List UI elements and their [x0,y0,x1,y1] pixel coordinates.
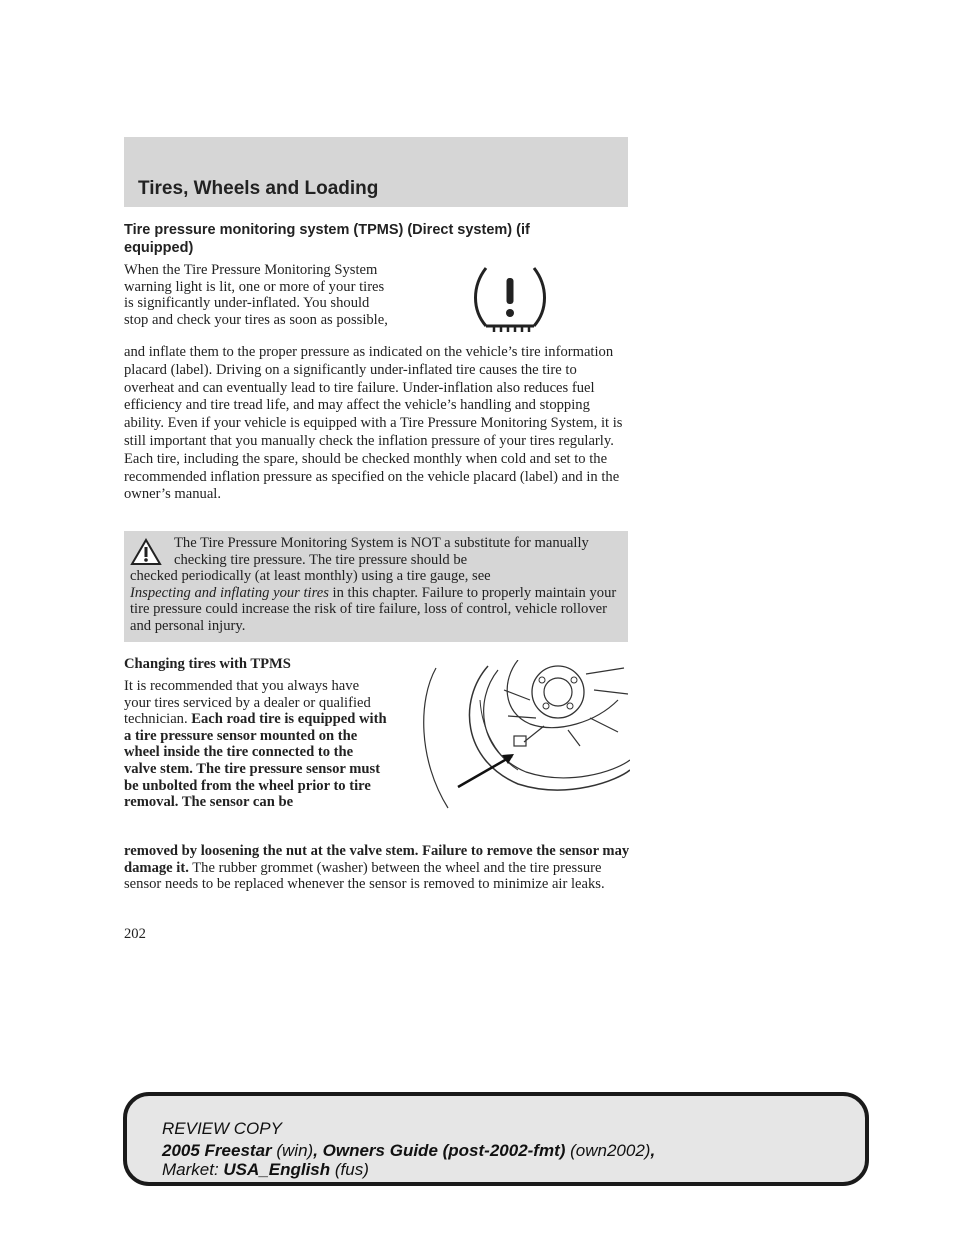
tpms-warning-icon [468,262,552,336]
tpms-heading: Tire pressure monitoring system (TPMS) (Direct system) (if equipped) [124,222,530,256]
footer-guide: , Owners Guide (post-2002-fmt) [313,1141,566,1160]
footer-model: 2005 Freestar [162,1141,272,1160]
warning-text-line-b [130,568,620,634]
caution-triangle-icon [130,538,162,566]
changing-paragraph-1 [124,678,389,811]
warning-text-pre: checked periodically (at least monthly) using a tire gauge, see [130,568,491,584]
footer-market: USA_English [223,1160,331,1179]
changing-paragraph-2 [124,843,630,893]
inspecting-link-text: Inspecting and inflating your tires [130,584,329,601]
changing-bold-text: Each road tire is equipped with a tire pressure sensor mounted on the wheel inside the tire connected to the valve stem. The tire pressure sensor must be unbolted from the wheel prior to tire removal. The sensor can be [124,711,387,811]
footer-own: (own2002) [565,1141,651,1160]
page-title: Tires, Wheels and Loading [138,178,379,199]
tpms-paragraph-1: When the Tire Pressure Monitoring System warning light is lit, one or more of your tires is significantly under-inflated. You should stop and check your tires as soon as possible, [124,262,388,328]
footer-fus: (fus) [330,1160,369,1179]
wheel-sensor-illustration [418,660,630,818]
changing-text: It is recommended that you always have your tires serviced by a dealer or qualified technician. [124,678,371,728]
warning-text-post: in this chapter. Failure to properly maintain your tire pressure could increase the risk of tire failure, loss of control, vehicle rollover and personal injury. [130,584,617,634]
changing-text-2: The rubber grommet (washer) between the wheel and the tire pressure sensor needs to be replaced whenever the sensor is removed to minimize air leaks. [124,859,605,893]
changing-heading: Changing tires with TPMS [124,656,291,672]
changing-bold-text-2: removed by loosening the nut at the valve stem. Failure to remove the sensor may damage it. [124,843,630,876]
footer-win: (win) [271,1141,314,1160]
footer-model-line [162,1141,655,1160]
footer-market-line [162,1160,369,1179]
warning-text-line-a: The Tire Pressure Monitoring System is NOT a substitute for manually checking tire pressure. The tire pressure should be [174,535,589,568]
tpms-paragraph-2: and inflate them to the proper pressure as indicated on the vehicle’s tire information placard (label). Driving on a significantly under-inflated tire causes the tire to overheat and can eventually lead to tire failure. Under-inflation also reduces fuel efficiency and tire tread life, and may affect the vehicle’s handling and stopping ability. Even if your vehicle is equipped with a Tire Pressure Monitoring System, it is still important that you manually check the inflation pressure of your tires regularly. Each tire, including the spare, should be checked monthly when cold and set to the recommended inflation pressure as specified on the vehicle placard (label) and in the owner’s manual. [124,344,623,503]
footer-market-label: Market: [162,1160,224,1179]
page-number: 202 [124,926,146,942]
footer-comma: , [650,1141,656,1160]
footer-review-copy: REVIEW COPY [162,1119,282,1138]
